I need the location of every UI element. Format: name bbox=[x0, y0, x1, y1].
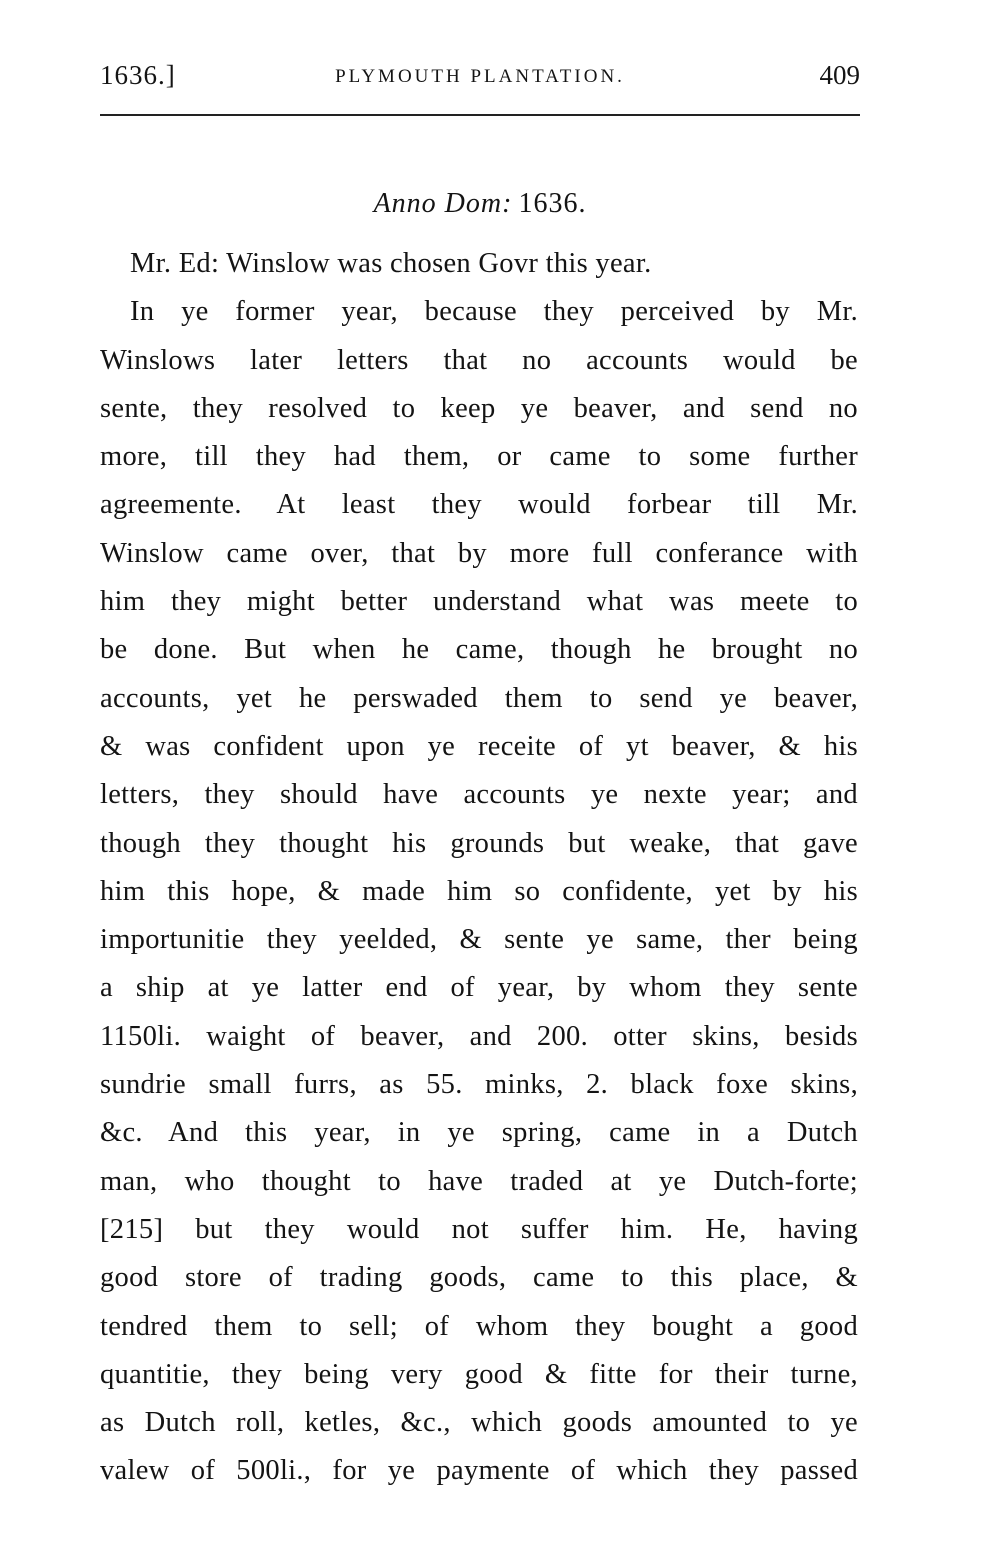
body-text bbox=[100, 240, 858, 1496]
text-line: letters, they should have accounts ye nexte year; and bbox=[100, 779, 858, 811]
text-line: importunitie they yeelded, & sente ye same, ther being bbox=[100, 924, 858, 956]
text-line: quantitie, they being very good & fitte for their turne, bbox=[100, 1358, 858, 1390]
title-year: 1636. bbox=[518, 188, 587, 219]
text-line: tendred them to sell; of whom they bought a good bbox=[100, 1310, 858, 1342]
text-line: Mr. Ed: Winslow was chosen Govr this year. bbox=[130, 248, 652, 279]
section-title bbox=[100, 188, 860, 220]
text-line: good store of trading goods, came to this place, & bbox=[100, 1262, 858, 1294]
text-line: man, who thought to have traded at ye Dutch-forte; bbox=[100, 1165, 858, 1197]
header-rule bbox=[100, 114, 860, 116]
text-line: sente, they resolved to keep ye beaver, and send no bbox=[100, 392, 858, 424]
text-line: &c. And this year, in ye spring, came in a Dutch bbox=[100, 1117, 858, 1149]
header-year: 1636.] bbox=[100, 60, 176, 90]
text-line: a ship at ye latter end of year, by whom they sente bbox=[100, 972, 858, 1004]
text-line: 1150li. waight of beaver, and 200. otter skins, besids bbox=[100, 1020, 858, 1052]
text-line: be done. But when he came, though he brought no bbox=[100, 634, 858, 666]
running-header bbox=[100, 60, 860, 100]
text-line: agreemente. At least they would forbear till Mr. bbox=[100, 489, 858, 521]
title-anno-dom: Anno Dom: bbox=[373, 188, 513, 219]
text-line: sundrie small furrs, as 55. minks, 2. black foxe skins, bbox=[100, 1069, 858, 1101]
text-line: Winslow came over, that by more full conferance with bbox=[100, 537, 858, 569]
text-line: more, till they had them, or came to some further bbox=[100, 441, 858, 473]
text-line: him this hope, & made him so confidente, yet by his bbox=[100, 875, 858, 907]
text-line: though they thought his grounds but weake, that gave bbox=[100, 827, 858, 859]
text-line: him they might better understand what was meete to bbox=[100, 586, 858, 618]
text-line: accounts, yet he perswaded them to send ye beaver, bbox=[100, 682, 858, 714]
text-line: valew of 500li., for ye paymente of which they passed bbox=[100, 1455, 858, 1487]
text-line: & was confident upon ye receite of yt beaver, & his bbox=[100, 730, 858, 762]
text-line: as Dutch roll, ketles, &c., which goods amounted to ye bbox=[100, 1407, 858, 1439]
text-line: Winslows later letters that no accounts would be bbox=[100, 344, 858, 376]
page-number: 409 bbox=[819, 60, 860, 90]
text-line: [215] but they would not suffer him. He, having bbox=[100, 1213, 858, 1245]
text-line: In ye former year, because they perceived by Mr. bbox=[130, 296, 858, 328]
header-running-title: PLYMOUTH PLANTATION. bbox=[335, 66, 625, 87]
